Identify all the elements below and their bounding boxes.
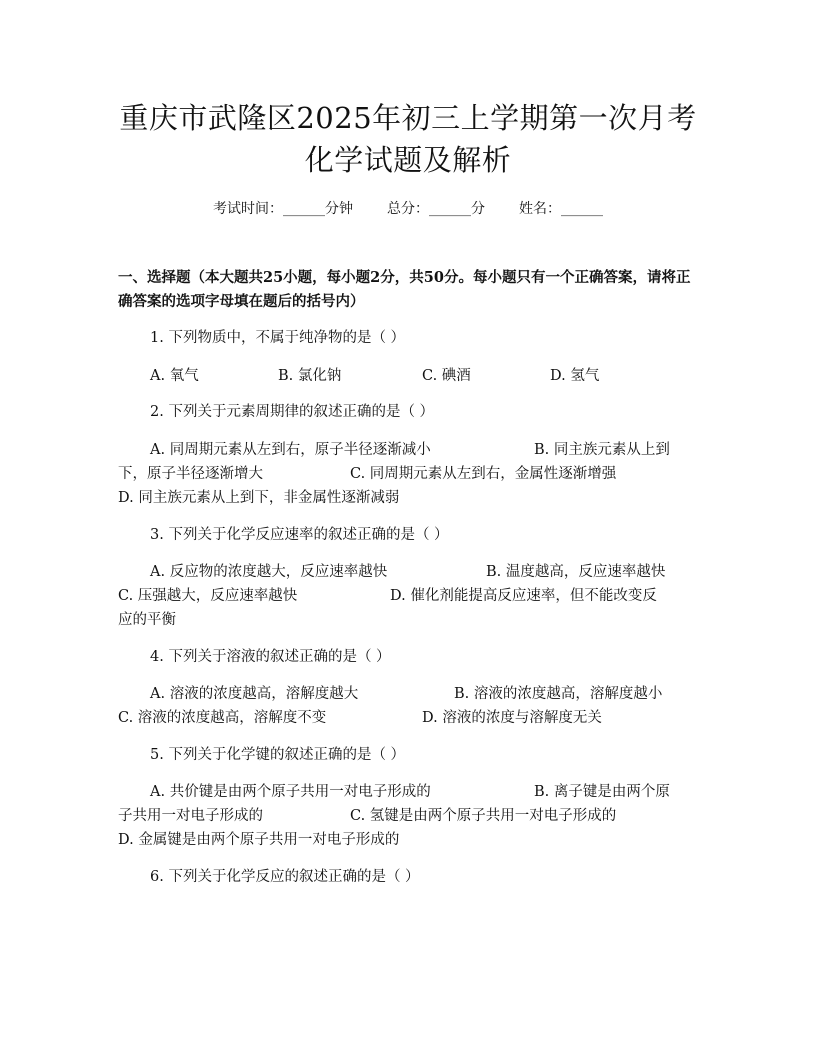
page-title-line2: 化学试题及解析: [304, 143, 512, 177]
question-5-option-d: D. 金属键是由两个原子共用一对电子形成的: [118, 832, 400, 848]
question-1-options: [150, 365, 710, 387]
question-2-stem: 2. 下列关于元素周期律的叙述正确的是（ ）: [150, 404, 435, 420]
question-3-stem: 3. 下列关于化学反应速率的叙述正确的是（ ）: [150, 527, 449, 543]
question-3-option-b: B. 温度越高，反应速率越快: [486, 564, 666, 580]
question-1-option-c: C. 碘酒: [422, 368, 471, 384]
question-4-option-b: B. 溶液的浓度越高，溶解度越小: [454, 686, 663, 702]
student-name-field: 姓名：______: [519, 201, 603, 217]
question-1-option-d: D. 氢气: [550, 368, 600, 384]
page-title-line1: 重庆市武隆区2025年初三上学期第一次月考: [119, 101, 697, 135]
section-heading: 一、选择题（本大题共25小题，每小题2分，共50分。每小题只有一个正确答案，请将正确答案的选项字母填在题后的括号内）: [118, 269, 691, 310]
question-2-option-a: A. 同周期元素从左到右，原子半径逐渐减小: [150, 442, 431, 458]
question-4-options-line2: [118, 707, 698, 729]
question-3-options-line2: [118, 585, 698, 607]
question-3-options-line1: [118, 561, 698, 583]
question-2-option-b-cont: 下，原子半径逐渐增大: [118, 466, 263, 482]
question-5-stem: 5. 下列关于化学键的叙述正确的是（ ）: [150, 747, 406, 763]
total-score-field: 总分：______分: [387, 201, 485, 217]
question-4-option-c: C. 溶液的浓度越高，溶解度不变: [118, 710, 327, 726]
question-2-options-line1: [118, 439, 698, 461]
exam-time-field: 考试时间：______分钟: [213, 201, 353, 217]
question-3-option-d-cont: 应的平衡: [118, 612, 176, 628]
question-3-option-d: D. 催化剂能提高反应速率，但不能改变反: [390, 588, 657, 604]
question-1-option-a: A. 氧气: [150, 368, 199, 384]
question-2-options-line3: [118, 487, 698, 509]
question-2-option-d: D. 同主族元素从上到下，非金属性逐渐减弱: [118, 490, 400, 506]
question-4-options-line1: [118, 683, 698, 705]
question-5-options-line3: [118, 829, 698, 851]
question-1-option-b: B. 氯化钠: [278, 368, 342, 384]
question-5-option-c: C. 氢键是由两个原子共用一对电子形成的: [350, 808, 617, 824]
question-6-stem: 6. 下列关于化学反应的叙述正确的是（ ）: [150, 869, 420, 885]
question-1-stem: 1. 下列物质中，不属于纯净物的是（ ）: [150, 330, 406, 346]
question-3-options-line3: [118, 609, 698, 631]
exam-meta: [0, 198, 816, 218]
question-5-options-line2: [118, 805, 698, 827]
question-2-options-line2: [118, 463, 698, 485]
question-5-option-b: B. 离子键是由两个原: [534, 784, 670, 800]
question-5-option-a: A. 共价键是由两个原子共用一对电子形成的: [150, 784, 431, 800]
question-4-option-a: A. 溶液的浓度越高，溶解度越大: [150, 686, 359, 702]
question-4-stem: 4. 下列关于溶液的叙述正确的是（ ）: [150, 649, 391, 665]
question-5-option-b-cont: 子共用一对电子形成的: [118, 808, 263, 824]
question-3-option-c: C. 压强越大，反应速率越快: [118, 588, 298, 604]
question-4-option-d: D. 溶液的浓度与溶解度无关: [422, 710, 602, 726]
question-2-option-b: B. 同主族元素从上到: [534, 442, 670, 458]
question-2-option-c: C. 同周期元素从左到右，金属性逐渐增强: [350, 466, 617, 482]
question-3-option-a: A. 反应物的浓度越大，反应速率越快: [150, 564, 388, 580]
question-5-options-line1: [118, 781, 698, 803]
